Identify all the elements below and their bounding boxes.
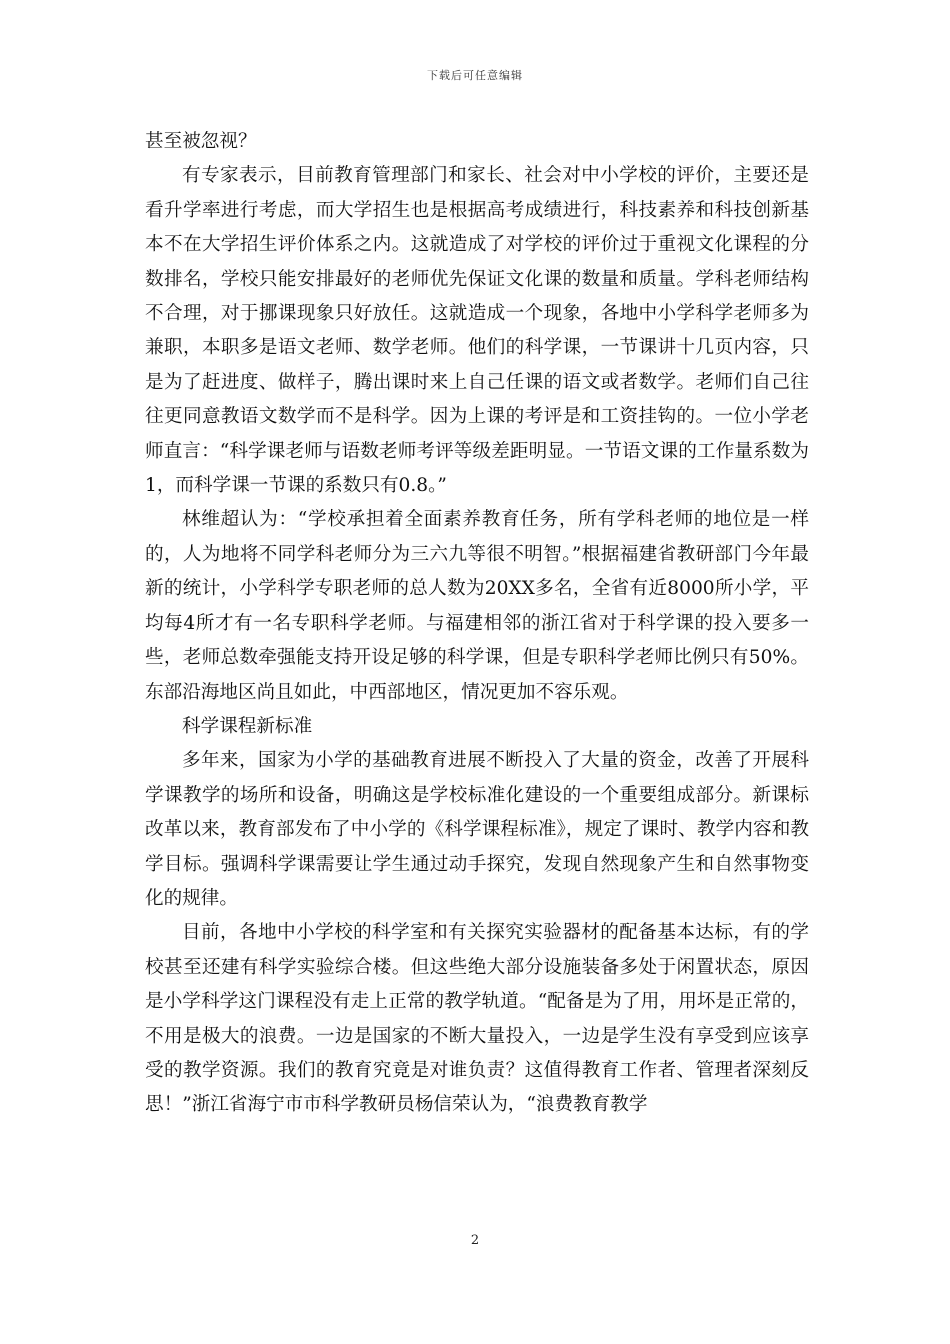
paragraph-investment: 多年来，国家为小学的基础教育进展不断投入了大量的资金，改善了开展科学课教学的场所和设备，明确这是学校标准化建设的一个重要组成部分。新课标改革以来，教育部发布了中小学的《科学课程标准》，规定了课时、教学内容和教学目标。强调科学课需要让学生通过动手探究，发现自然现象产生和自然事物变化的规律。: [145, 750, 809, 909]
paragraph-current-status: 目前，各地中小学校的科学室和有关探究实验器材的配备基本达标，有的学校甚至还建有科学实验综合楼。但这些绝大部分设施装备多处于闲置状态，原因是小学科学这门课程没有走上正常的教学轨道。“配备是为了用，用坏是正常的，不用是极大的浪费。一边是国家的不断大量投入，一边是学生没有享受到应该享受的教学资源。我们的教育究竟是对谁负责？这值得教育工作者、管理者深刻反思！”浙江省海宁市市科学教研员杨信荣认为，“浪费教育教学: [145, 922, 809, 1116]
paragraph-lin-weichao: 林维超认为：“学校承担着全面素养教育任务，所有学科老师的地位是一样的，人为地将不同学科老师分为三六九等很不明智。”根据福建省教研部门今年最新的统计，小学科学专职老师的总人数为20XX多名，全省有近8000所小学，平均每4所才有一名专职科学老师。与福建相邻的浙江省对于科学课的投入要多一些，老师总数牵强能支持开设足够的科学课，但是专职科学老师比例只有50%。东部沿海地区尚且如此，中西部地区，情况更加不容乐观。: [145, 509, 809, 703]
page-header: 下载后可任意编辑: [427, 69, 523, 82]
page-number: 2: [470, 1233, 480, 1248]
section-heading: 科学课程新标准: [182, 715, 313, 737]
paragraph-continuation: 甚至被忽视？: [145, 131, 257, 152]
paragraph-expert-opinion: 有专家表示，目前教育管理部门和家长、社会对中小学校的评价，主要还是看升学率进行考虑，而大学招生也是根据高考成绩进行，科技素养和科技创新基本不在大学招生评价体系之内。这就造成了对学校的评价过于重视文化课程的分数排名，学校只能安排最好的老师优先保证文化课的数量和质量。学科老师结构不合理，对于挪课现象只好放任。这就造成一个现象，各地中小学科学老师多为兼职，本职多是语文老师、数学老师。他们的科学课，一节课讲十几页内容，只是为了赶进度、做样子，腾出课时来上自己任课的语文或者数学。老师们自己往往更同意教语文数学而不是科学。因为上课的考评是和工资挂钩的。一位小学老师直言：“科学课老师与语数老师考评等级差距明显。一节语文课的工作量系数为1，而科学课一节课的系数只有0.8。”: [145, 165, 809, 497]
document-body: [145, 125, 809, 1123]
